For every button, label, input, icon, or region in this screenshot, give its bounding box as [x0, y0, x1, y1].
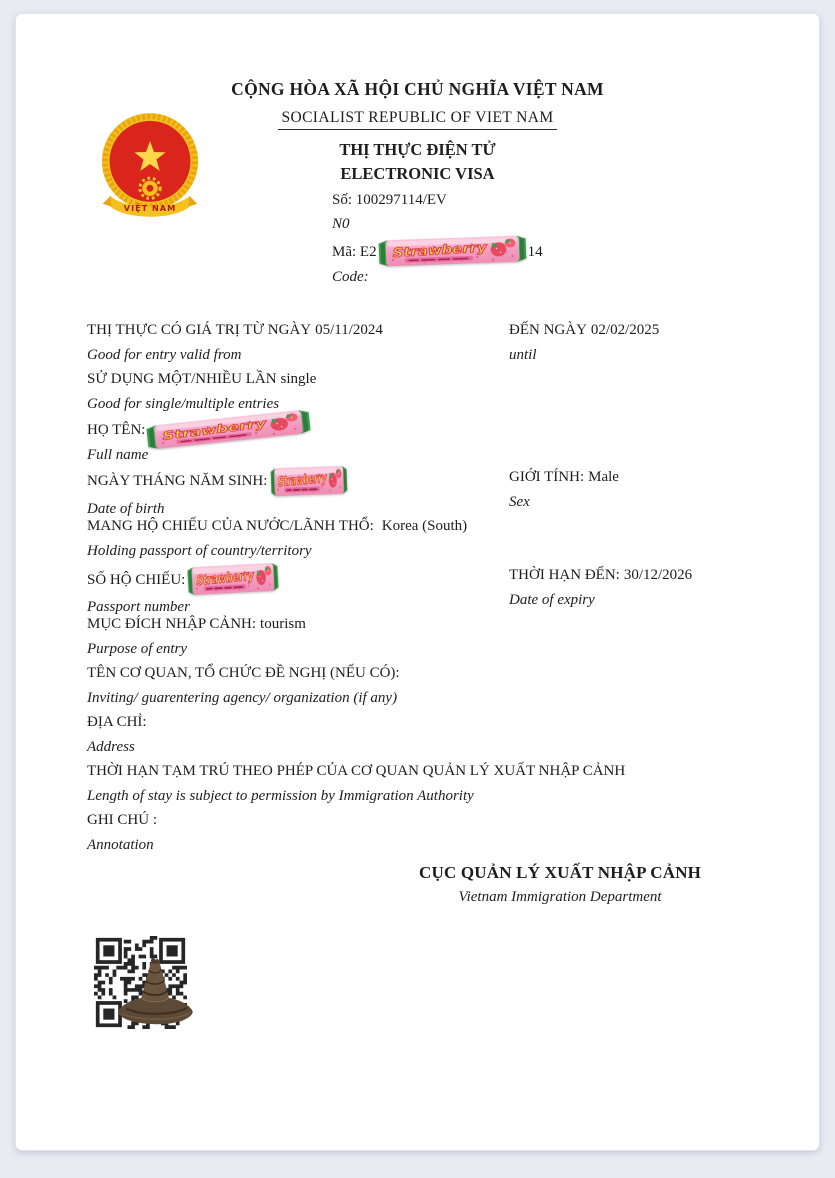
field-annotation: [87, 808, 779, 857]
vietnam-emblem-icon: [97, 110, 203, 228]
field-address: [87, 710, 779, 759]
agency-sublabel: Inviting/ guarentering agency/ organization (if any): [87, 689, 398, 706]
sex-value: Male: [588, 468, 619, 485]
until-sublabel: until: [509, 346, 537, 363]
purpose-value: tourism: [260, 615, 306, 632]
visa-code-suffix: 14: [527, 244, 543, 260]
field-stay: [87, 759, 779, 808]
purpose-sublabel: Purpose of entry: [87, 640, 187, 657]
visa-code-line: [332, 236, 543, 266]
full-name-sublabel: Full name: [87, 446, 149, 463]
until-value: 02/02/2025: [590, 321, 660, 338]
field-full-name: [87, 416, 779, 465]
field-until: [509, 318, 659, 367]
expiry-label: THỜI HẠN ĐẾN:: [509, 566, 620, 583]
field-passport-number: [87, 563, 779, 615]
full-name-label: HỌ TÊN:: [87, 421, 146, 438]
doc-title-en: ELECTRONIC VISA: [340, 164, 495, 183]
field-purpose: [87, 612, 779, 661]
field-passport-country: [87, 514, 779, 563]
serial-sublabel: N0: [332, 215, 350, 232]
address-label: ĐỊA CHỈ:: [87, 713, 147, 730]
passport-country-label: MANG HỘ CHIẾU CỦA NƯỚC/LÃNH THỔ:: [87, 517, 374, 534]
visa-code-prefix: Mã: E2: [332, 244, 377, 260]
annotation-sublabel: Annotation: [87, 836, 154, 853]
passport-number-sublabel: Passport number: [87, 598, 190, 615]
sorting-hat-icon: [116, 947, 196, 1036]
sex-sublabel: Sex: [509, 493, 530, 510]
passport-country-value: Korea (South): [381, 517, 468, 534]
expiry-value: 30/12/2026: [623, 566, 693, 583]
sex-label: GIỚI TÍNH:: [509, 468, 585, 485]
field-entries: [87, 367, 779, 416]
field-validity: [87, 318, 779, 367]
redaction-sticker: [188, 560, 280, 597]
stay-sublabel: Length of stay is subject to permission by Immigration Authority: [87, 787, 474, 804]
dob-label: NGÀY THÁNG NĂM SINH:: [87, 472, 268, 489]
authority-title: CỤC QUẢN LÝ XUẤT NHẬP CẢNH: [419, 862, 702, 882]
annotation-label: GHI CHÚ :: [87, 811, 157, 828]
valid-from-label: THỊ THỰC CÓ GIÁ TRỊ TỪ NGÀY: [87, 321, 312, 338]
field-dob: [87, 465, 779, 517]
emblem-banner-text: VIỆT NAM: [123, 202, 177, 213]
serial-block: [332, 189, 543, 290]
entries-value: single: [280, 370, 317, 387]
qr-area: [94, 936, 196, 1036]
field-sex: [509, 465, 619, 514]
valid-from-value: 05/11/2024: [315, 321, 383, 338]
stay-label: THỜI HẠN TẠM TRÚ THEO PHÉP CỦA CƠ QUAN QUẢN LÝ XUẤT NHẬP CẢNH: [87, 762, 626, 779]
until-label: ĐẾN NGÀY: [509, 321, 587, 338]
visa-fields: [87, 318, 779, 857]
valid-from-sublabel: Good for entry valid from: [87, 346, 242, 363]
redaction-sticker: [271, 463, 348, 498]
national-title-en: SOCIALIST REPUBLIC OF VIET NAM: [16, 109, 819, 130]
code-sublabel: Code:: [332, 269, 369, 285]
dob-sublabel: Date of birth: [87, 500, 165, 517]
address-sublabel: Address: [87, 738, 135, 755]
passport-country-sublabel: Holding passport of country/territory: [87, 542, 312, 559]
purpose-label: MỤC ĐÍCH NHẬP CẢNH:: [87, 615, 257, 632]
agency-label: TÊN CƠ QUAN, TỔ CHỨC ĐỀ NGHỊ (NẾU CÓ):: [87, 664, 400, 681]
entries-sublabel: Good for single/multiple entries: [87, 395, 280, 412]
passport-number-label: SỐ HỘ CHIẾU:: [87, 571, 186, 588]
expiry-sublabel: Date of expiry: [509, 591, 595, 608]
redaction-sticker: [378, 233, 526, 268]
evisa-document: [16, 14, 819, 1150]
entries-label: SỬ DỤNG MỘT/NHIỀU LẦN: [87, 370, 277, 387]
visa-serial-number: Số: 100297114/EV: [332, 192, 447, 208]
issuing-authority: [419, 860, 701, 909]
doc-title-vi: THỊ THỰC ĐIỆN TỬ: [339, 140, 496, 159]
field-expiry: [509, 563, 692, 612]
authority-subtitle: Vietnam Immigration Department: [458, 888, 662, 905]
national-title-vi: CỘNG HÒA XÃ HỘI CHỦ NGHĨA VIỆT NAM: [231, 79, 604, 99]
field-agency: [87, 661, 779, 710]
